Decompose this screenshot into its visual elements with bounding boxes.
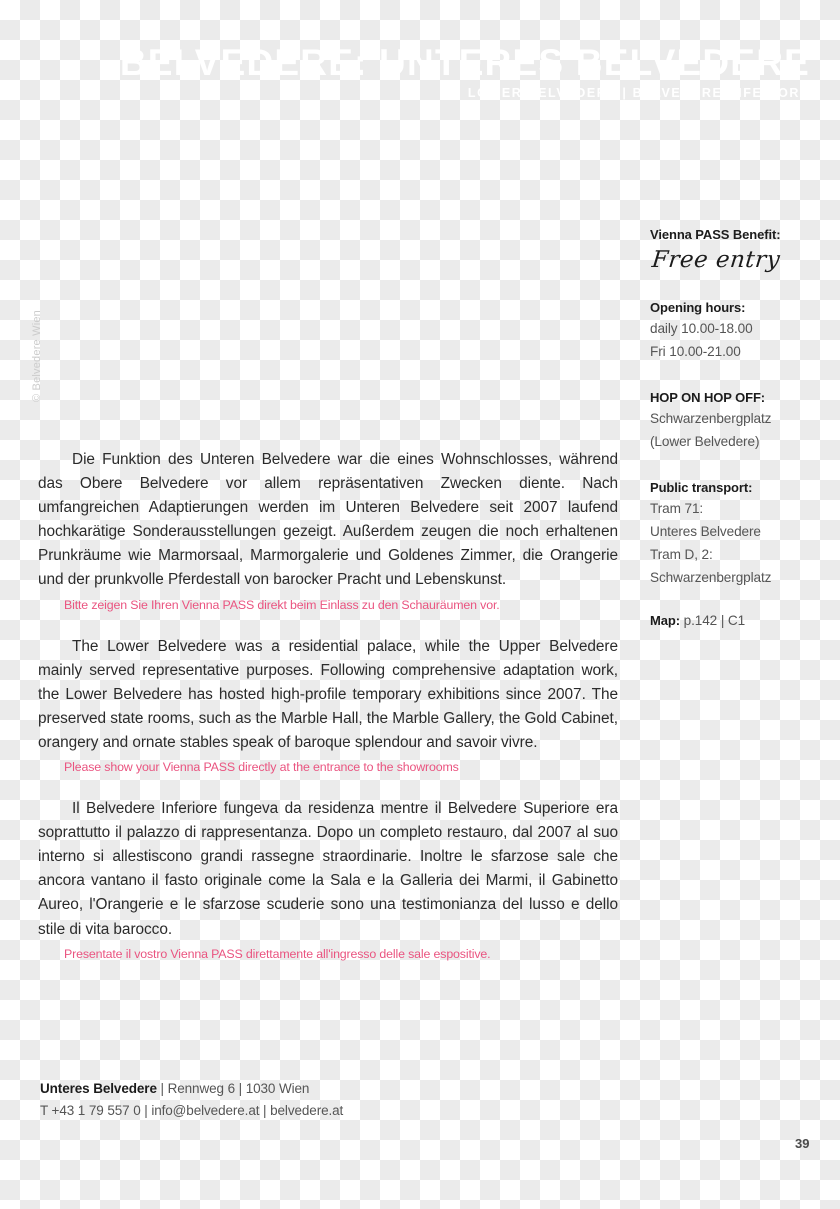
public-transport-label: Public transport: <box>650 480 753 495</box>
hop-on-hop-off-label: HOP ON HOP OFF: <box>650 390 766 405</box>
spacer-hours-hoho <box>650 363 825 389</box>
venue-name: Unteres Belvedere <box>40 1081 157 1096</box>
paragraph-block-it <box>38 797 618 962</box>
spacer-en-it <box>38 775 618 797</box>
page-title: BELVEDERE: UNTERES BELVEDERE <box>119 42 810 83</box>
page-subtitle: LOWER BELVEDERE | BELVEDERE INFERIORE <box>467 86 810 100</box>
info-group-benefit <box>650 226 825 275</box>
venue-address: | Rennweg 6 | 1030 Wien <box>156 1081 310 1096</box>
public-transport-line-3: Tram D, 2: <box>650 547 713 562</box>
page-header <box>0 42 840 100</box>
map-reference <box>650 611 825 631</box>
paragraph-text-de: Die Funktion des Unteren Belvedere war die eines Wohnschlosses, während das Obere Belvedere vor allem repräsentativen Zwecken diente. Nach umfangreichen Adaptierungen werden im Unteren Belvedere seit 2007 laufend hochkarätige Sonderausstellungen gezeigt. Außerdem zeugen die noch erhaltenen Prunkräume wie Marmorsaal, Marmorgalerie und Goldenes Zimmer, die Orangerie und der prunkvolle Pferdestall von barocker Pracht und Lebenskunst. <box>38 451 618 589</box>
pass-note-de: Bitte zeigen Sie Ihren Vienna PASS direkt beim Einlass zu den Schauräumen vor. <box>64 597 500 612</box>
map-value: p.142 | C1 <box>683 613 746 628</box>
benefit-label: Vienna PASS Benefit: <box>650 227 781 242</box>
paragraph-block-de <box>38 448 618 613</box>
pass-note-it: Presentate il vostro Vienna PASS direttamente all'ingresso delle sale espositive. <box>64 946 491 961</box>
page-number: 39 <box>795 1136 810 1151</box>
info-group-opening-hours <box>650 299 825 363</box>
info-group-hop-on-hop-off <box>650 389 825 453</box>
footer-contact-line: T +43 1 79 557 0 | info@belvedere.at | belvedere.at <box>40 1103 344 1118</box>
main-text-column <box>38 448 618 962</box>
info-sidebar <box>650 226 825 631</box>
spacer-de-en <box>38 613 618 635</box>
spacer-hoho-transport <box>650 453 825 479</box>
info-group-public-transport <box>650 479 825 589</box>
footer-contact <box>40 1078 600 1122</box>
hop-on-hop-off-line-1: Schwarzenbergplatz <box>650 411 772 426</box>
paragraph-text-it: Il Belvedere Inferiore fungeva da residenza mentre il Belvedere Superiore era soprattutto il palazzo di rappresentanza. Dopo un completo restauro, dal 2007 al suo interno si allestiscono grandi rassegne straordinarie. Inoltre le sfarzose sale che ancora vantano il fasto originale come la Sala e la Galleria dei Marmi, il Gabinetto Aureo, l'Orangerie e le sfarzose scuderie sono una testimonianza del lusso e dello stile di vita barocco. <box>38 800 618 938</box>
spacer-benefit-hours <box>650 275 825 299</box>
footer-address-line <box>40 1078 600 1100</box>
hop-on-hop-off-line-2: (Lower Belvedere) <box>650 434 760 449</box>
benefit-value: Free entry <box>650 247 782 273</box>
public-transport-line-4: Schwarzenbergplatz <box>650 570 772 585</box>
paragraph-block-en <box>38 635 618 775</box>
public-transport-line-1: Tram 71: <box>650 501 704 516</box>
public-transport-line-2: Unteres Belvedere <box>650 524 761 539</box>
map-label: Map: <box>650 613 680 628</box>
opening-hours-label: Opening hours: <box>650 300 746 315</box>
opening-hours-line-1: daily 10.00-18.00 <box>650 321 753 336</box>
opening-hours-line-2: Fri 10.00-21.00 <box>650 344 741 359</box>
pass-note-en: Please show your Vienna PASS directly at the entrance to the showrooms <box>64 760 459 775</box>
paragraph-text-en: The Lower Belvedere was a residential palace, while the Upper Belvedere mainly served representative purposes. Following comprehensive adaptation work, the Lower Belvedere has hosted high-profile temporary exhibitions since 2007. The preserved state rooms, such as the Marble Hall, the Marble Gallery, the Gold Cabinet, orangery and ornate stables speak of baroque splendour and savoir vivre. <box>38 637 618 751</box>
spacer-transport-map <box>650 589 825 611</box>
photo-credit: © Belvedere Wien <box>31 310 43 403</box>
